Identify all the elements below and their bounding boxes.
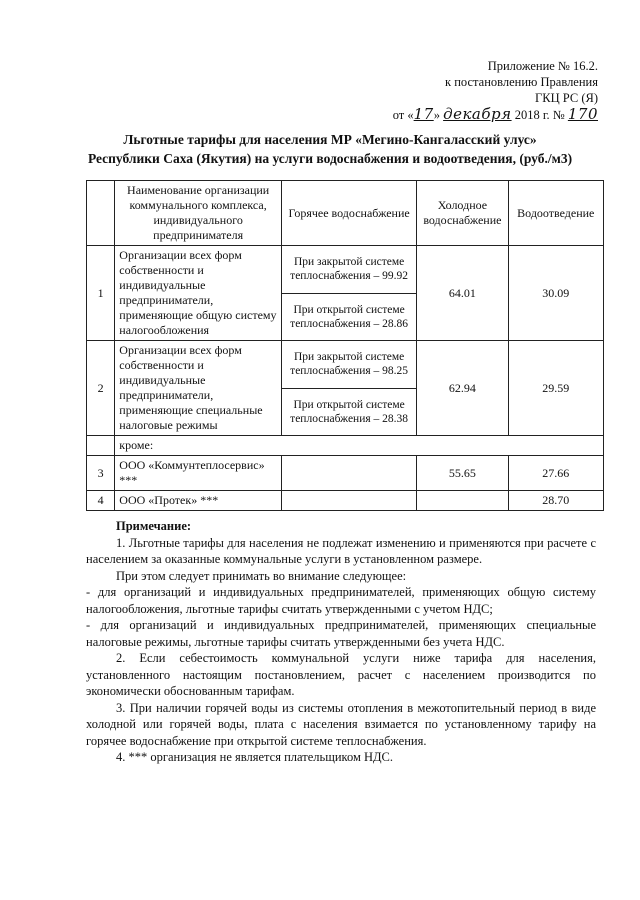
row-hot-closed: При закрытой системе теплоснабжения – 99.92 [281,246,416,294]
notes-section [86,518,596,766]
row-num: 4 [87,491,115,511]
note-paragraph: - для организаций и индивидуальных предпринимателей, применяющих общую систему налогообложения, льготные тарифы считать утвержденными с учетом НДС; [86,585,596,616]
document-title [60,130,600,168]
except-num [87,436,115,456]
row-drain: 29.59 [508,341,603,436]
row-drain: 30.09 [508,246,603,341]
appendix-date-line [348,106,598,123]
note-paragraph: 3. При наличии горячей воды из системы отопления в межотопительный период в виде холодной или горячей воды, плата с населения взимается по установленному тарифу на горячее водоснабжение при открытой системе теплоснабжения. [86,700,596,748]
row-num: 3 [87,456,115,491]
row-org: ООО «Коммунтеплосервис» *** [115,456,282,491]
note-paragraph: 4. *** организация не является плательщиком НДС. [116,750,394,764]
row-num: 2 [87,341,115,436]
row-org: Организации всех форм собственности и индивидуальные предприниматели, применяющие специальные налоговые режимы [115,341,282,436]
row-drain: 28.70 [508,491,603,511]
title-line: Республики Саха (Якутия) на услуги водоснабжения и водоотведения, (руб./м3) [87,151,573,166]
table-header-row [87,181,604,246]
header-hot: Горячее водоснабжение [281,181,416,246]
row-org: Организации всех форм собственности и индивидуальные предприниматели, применяющие общую систему налогообложения [115,246,282,341]
title-line: Льготные тарифы для населения МР «Мегино-Кангаласский улус» [123,132,537,147]
date-month: декабря [443,105,512,123]
row-drain: 27.66 [508,456,603,491]
note-paragraph: При этом следует принимать во внимание следующее: [116,568,407,583]
table-row [87,246,604,294]
date-number: 170 [567,105,598,123]
note-paragraph: 1. Льготные тарифы для населения не подлежат изменению и применяются при расчете с населением за оказанные коммунальные услуги в установленном размере. [86,535,596,566]
note-paragraph: - для организаций и индивидуальных предпринимателей, применяющих специальные налоговые режимы, льготные тарифы считать утвержденными без учета НДС. [86,618,596,649]
row-hot-closed: При закрытой системе теплоснабжения – 98.25 [281,341,416,389]
header-drain: Водоотведение [508,181,603,246]
row-cold [417,491,508,511]
appendix-header [348,58,598,123]
table-row [87,341,604,389]
header-cold: Холодное водоснабжение [417,181,508,246]
row-hot-open: При открытой системе теплоснабжения – 28.38 [281,388,416,436]
row-hot [281,491,416,511]
date-year: 2018 г. № [511,108,568,122]
tariffs-table [86,180,604,511]
header-num [87,181,115,246]
table-row [87,491,604,511]
date-prefix: от « [392,108,414,122]
date-day: 17 [413,105,434,123]
row-org: ООО «Протек» *** [115,491,282,511]
table-row [87,456,604,491]
date-mid: » [433,108,444,122]
notes-heading: Примечание: [116,519,192,533]
row-hot-open: При открытой системе теплоснабжения – 28.86 [281,293,416,341]
row-hot [281,456,416,491]
row-num: 1 [87,246,115,341]
appendix-line: ГКЦ РС (Я) [535,91,598,105]
appendix-line: к постановлению Правления [445,75,598,89]
row-cold: 62.94 [417,341,508,436]
note-paragraph: 2. Если себестоимость коммунальной услуги ниже тарифа для населения, установленного настоящим постановлением, расчет с населением производится по экономически обоснованным тарифам. [86,651,596,698]
row-cold: 55.65 [417,456,508,491]
except-label: кроме: [115,436,604,456]
appendix-line: Приложение № 16.2. [487,59,598,73]
table-except-row [87,436,604,456]
row-cold: 64.01 [417,246,508,341]
header-org: Наименование организации коммунального комплекса, индивидуального предпринимателя [115,181,282,246]
